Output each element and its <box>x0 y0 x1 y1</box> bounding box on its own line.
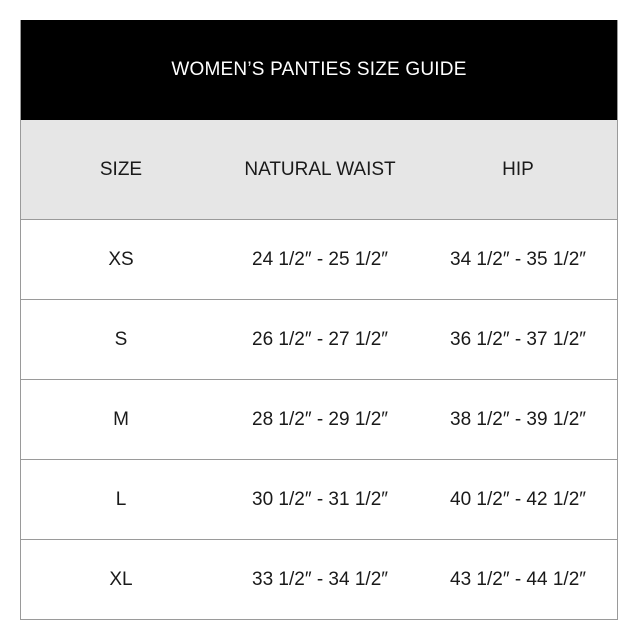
size-cell: XS <box>108 248 134 270</box>
hip-cell: 43 1/2″ - 44 1/2″ <box>450 569 586 590</box>
size-guide-title-bar <box>21 20 617 120</box>
size-cell: XL <box>109 569 133 590</box>
header-size: SIZE <box>99 158 143 180</box>
header-hip: HIP <box>502 158 534 180</box>
waist-cell: 30 1/2″ - 31 1/2″ <box>252 488 388 510</box>
hip-cell: 34 1/2″ - 35 1/2″ <box>450 248 586 270</box>
size-cell: L <box>115 488 127 510</box>
size-guide-table <box>20 20 618 620</box>
table-row <box>21 220 617 300</box>
table-row <box>21 380 617 460</box>
size-cell: M <box>113 408 129 430</box>
table-row <box>21 300 617 380</box>
hip-cell: 38 1/2″ - 39 1/2″ <box>450 408 586 430</box>
waist-cell: 26 1/2″ - 27 1/2″ <box>252 328 388 350</box>
waist-cell: 24 1/2″ - 25 1/2″ <box>252 248 388 270</box>
waist-cell: 33 1/2″ - 34 1/2″ <box>252 569 388 590</box>
size-guide-title: WOMEN’S PANTIES SIZE GUIDE <box>171 59 467 80</box>
size-cell: S <box>114 328 128 350</box>
waist-cell: 28 1/2″ - 29 1/2″ <box>252 408 388 430</box>
table-row <box>21 460 617 540</box>
hip-cell: 40 1/2″ - 42 1/2″ <box>450 488 586 510</box>
table-row <box>21 540 617 620</box>
header-natural-waist: NATURAL WAIST <box>244 158 396 180</box>
table-header-row <box>21 120 617 220</box>
hip-cell: 36 1/2″ - 37 1/2″ <box>450 328 586 350</box>
